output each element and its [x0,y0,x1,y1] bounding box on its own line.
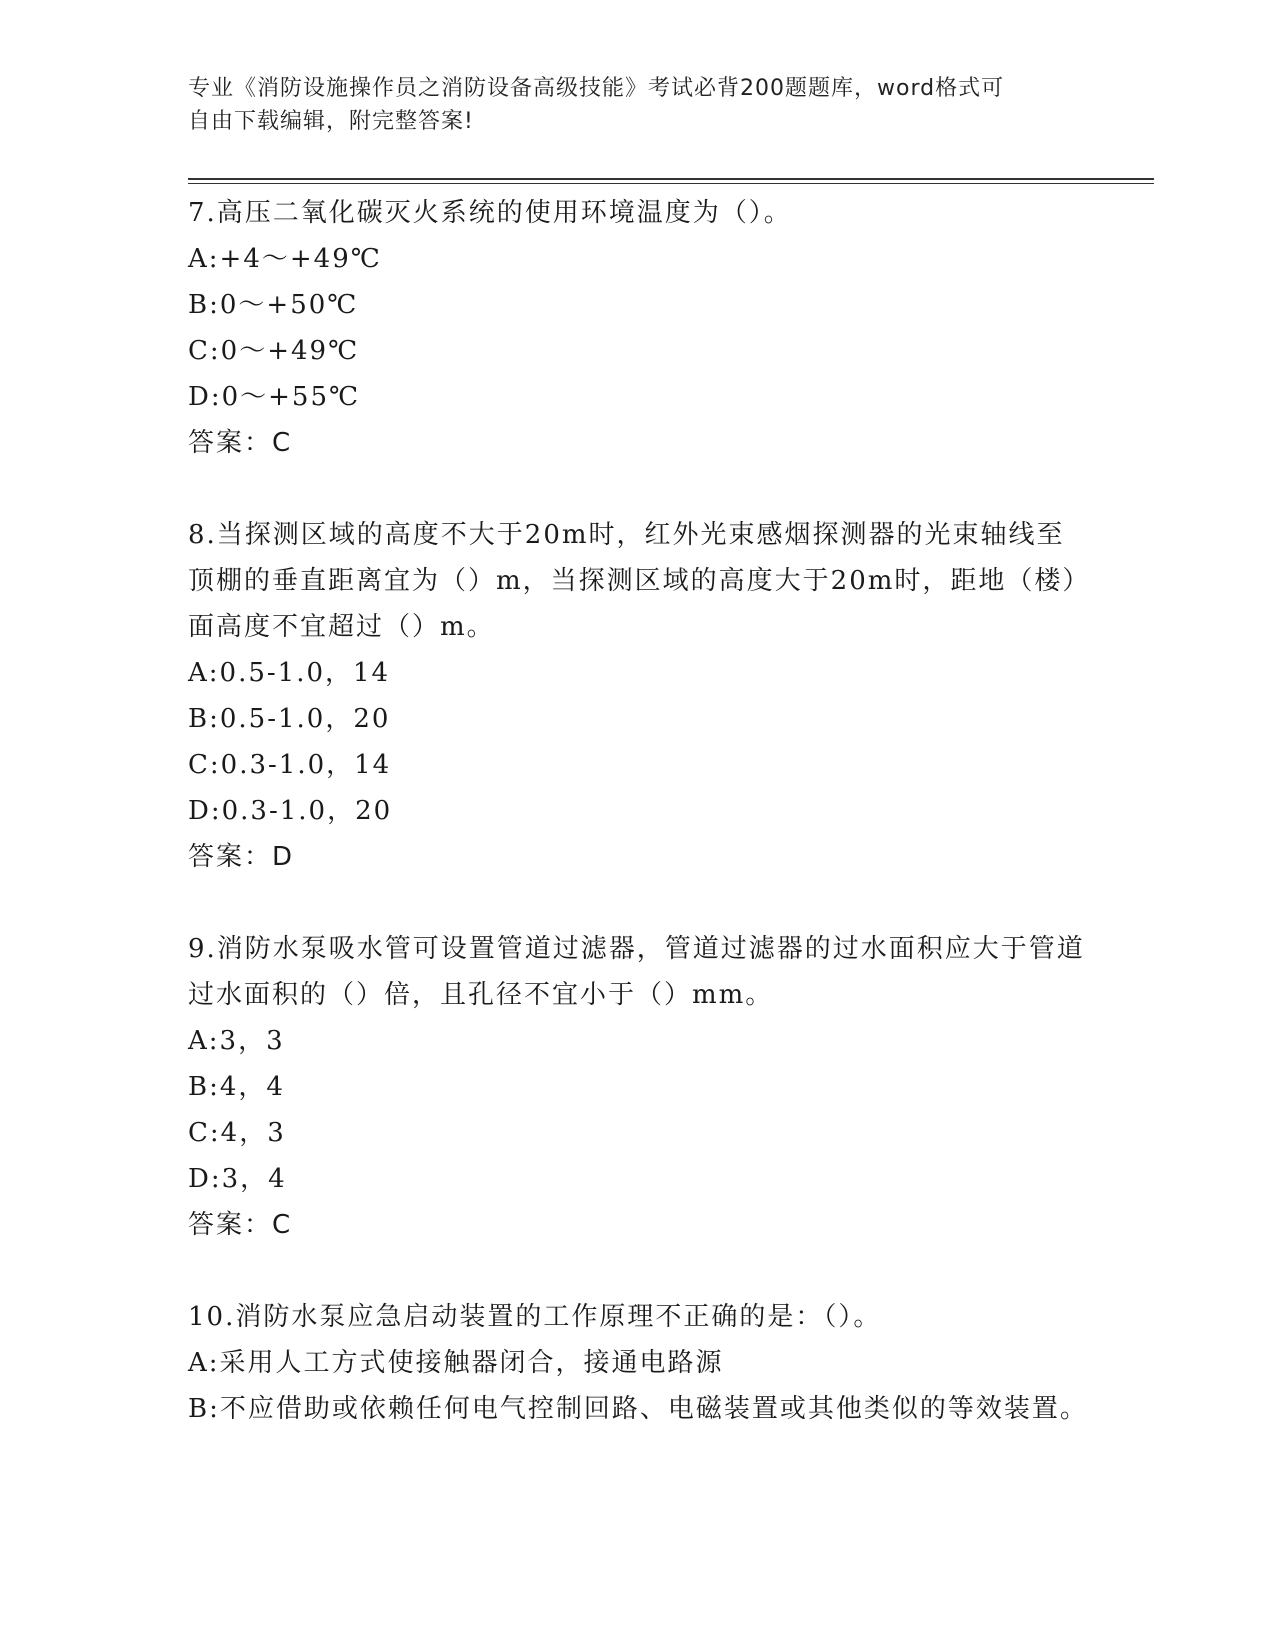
header-line-1: 专业《消防设施操作员之消防设备高级技能》考试必背200题题库，word格式可 [188,76,1005,101]
option-b: B:0～+50℃ [188,290,359,320]
question-10 [188,1294,1088,1432]
option-a: A:3，3 [188,1026,285,1056]
question-9 [188,926,1088,1248]
option-d: D:3，4 [188,1164,287,1194]
option-b: B:0.5-1.0，20 [188,704,391,734]
option-c: C:4，3 [188,1118,286,1148]
option-d: D:0～+55℃ [188,382,361,412]
header-line-2: 自由下载编辑，附完整答案! [188,109,474,134]
question-8 [188,512,1088,880]
answer: 答案：D [188,842,295,872]
option-a: A:0.5-1.0，14 [188,658,391,688]
question-text: 7.高压二氧化碳灭火系统的使用环境温度为（）。 [188,198,792,228]
question-text: 10.消防水泵应急启动装置的工作原理不正确的是：（）。 [188,1302,882,1332]
question-text: 9.消防水泵吸水管可设置管道过滤器，管道过滤器的过水面积应大于管道过水面积的（）倍，且孔径不宜小于（）mm。 [188,934,1085,1010]
option-a: A:+4～+49℃ [188,244,382,274]
header-divider-thick [188,178,1154,180]
answer: 答案：C [188,428,293,458]
answer: 答案：C [188,1210,293,1240]
option-b: B:不应借助或依赖任何电气控制回路、电磁装置或其他类似的等效装置。 [188,1394,1088,1424]
question-7 [188,190,1088,466]
question-list [188,190,1088,1478]
question-text: 8.当探测区域的高度不大于20m时，红外光束感烟探测器的光束轴线至顶棚的垂直距离宜为（）m，当探测区域的高度大于20m时，距地（楼）面高度不宜超过（）m。 [188,520,1078,642]
option-a: A:采用人工方式使接触器闭合，接通电路源 [188,1348,724,1378]
option-c: C:0.3-1.0，14 [188,750,392,780]
option-c: C:0～+49℃ [188,336,360,366]
option-d: D:0.3-1.0，20 [188,796,393,826]
document-header [188,72,1088,138]
header-divider-thin [188,183,1154,184]
option-b: B:4，4 [188,1072,285,1102]
